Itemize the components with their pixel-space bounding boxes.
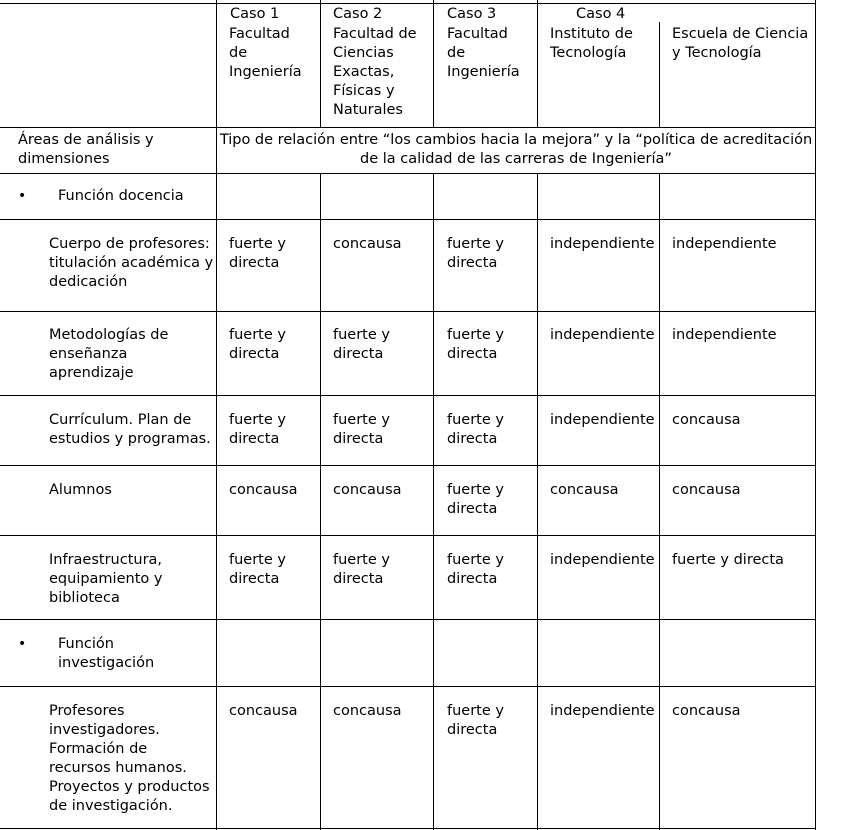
relation-label: Tipo de relación entre “los cambios hacia la mejora” y la “política de acreditación de la calidad de las carreras de Ingeniería” xyxy=(219,132,813,167)
cell-value: concausa xyxy=(672,482,741,498)
row-label: Metodologías de enseñanza aprendizaje xyxy=(49,327,169,381)
rule-col-5 xyxy=(659,22,660,127)
institution-4: Instituto de Tecnología xyxy=(550,26,633,61)
cell-value: independiente xyxy=(550,552,655,568)
rule-row-5 xyxy=(0,535,816,536)
row-label: Infraestructura, equipamiento y biblioteca xyxy=(49,552,163,606)
cell-value: independiente xyxy=(550,703,655,719)
cell-value: concausa xyxy=(333,236,402,252)
areas-label: Áreas de análisis y dimensiones xyxy=(18,132,154,167)
rule-row-8 xyxy=(0,828,816,829)
row-label: Alumnos xyxy=(49,482,112,498)
cell-value: fuerte y directa xyxy=(333,412,390,447)
case-4-label: Caso 4 xyxy=(576,6,626,22)
rule-row-1 xyxy=(0,219,816,220)
rule-row-3 xyxy=(0,395,816,396)
cell-value: fuerte y directa xyxy=(672,552,784,568)
bullet-docencia: • xyxy=(18,188,27,204)
cell-value: concausa xyxy=(333,482,402,498)
cell-value: independiente xyxy=(550,412,655,428)
institution-5: Escuela de Ciencia y Tecnología xyxy=(672,26,809,61)
institution-1: Facultad de Ingeniería xyxy=(229,26,302,80)
rule-col-3b xyxy=(433,173,434,830)
row-label: Cuerpo de profesores: titulación académica y dedicación xyxy=(49,236,214,290)
cell-value: fuerte y directa xyxy=(447,552,504,587)
cell-value: independiente xyxy=(672,327,777,343)
rule-col-2 xyxy=(320,0,321,127)
cell-value: fuerte y directa xyxy=(333,327,390,362)
cell-value: concausa xyxy=(672,703,741,719)
cell-value: concausa xyxy=(229,703,298,719)
cell-value: fuerte y directa xyxy=(447,412,504,447)
cell-value: fuerte y directa xyxy=(229,552,286,587)
cell-value: fuerte y directa xyxy=(447,482,504,517)
rule-col-3 xyxy=(433,0,434,127)
cell-value: fuerte y directa xyxy=(447,236,504,271)
cell-value: fuerte y directa xyxy=(229,236,286,271)
cell-value: fuerte y directa xyxy=(229,327,286,362)
case-2-label: Caso 2 xyxy=(333,6,383,22)
row-label: Currículum. Plan de estudios y programas. xyxy=(49,412,211,447)
cell-value: concausa xyxy=(229,482,298,498)
cell-value: fuerte y directa xyxy=(447,703,504,738)
cell-value: concausa xyxy=(672,412,741,428)
institution-2: Facultad de Ciencias Exactas, Físicas y Naturales xyxy=(333,26,417,118)
rule-row-4 xyxy=(0,465,816,466)
rule-row-2 xyxy=(0,311,816,312)
bullet-investigacion: • xyxy=(18,636,27,652)
institution-3: Facultad de Ingeniería xyxy=(447,26,520,80)
case-1-label: Caso 1 xyxy=(230,6,280,22)
rule-col-2b xyxy=(320,173,321,830)
cell-value: independiente xyxy=(550,327,655,343)
rule-top xyxy=(0,3,816,4)
cell-value: concausa xyxy=(550,482,619,498)
cell-value: concausa xyxy=(333,703,402,719)
row-label-docencia: Función docencia xyxy=(58,188,184,204)
rule-col-4b xyxy=(537,173,538,830)
cell-value: fuerte y directa xyxy=(333,552,390,587)
rule-col-6 xyxy=(815,0,816,830)
cell-value: independiente xyxy=(550,236,655,252)
rule-row-7 xyxy=(0,686,816,687)
case-3-label: Caso 3 xyxy=(447,6,497,22)
row-label-investigacion: Función investigación xyxy=(58,636,155,671)
rule-row-6 xyxy=(0,619,816,620)
rule-areas-bottom xyxy=(0,173,816,174)
rule-header-bottom xyxy=(0,127,816,128)
rule-col-1 xyxy=(216,0,217,830)
cell-value: independiente xyxy=(672,236,777,252)
rule-col-4 xyxy=(537,0,538,127)
row-label: Profesores investigadores. Formación de recursos humanos. Proyectos y productos de investigación. xyxy=(49,703,210,814)
rule-col-5b xyxy=(659,173,660,830)
cell-value: fuerte y directa xyxy=(447,327,504,362)
cell-value: fuerte y directa xyxy=(229,412,286,447)
